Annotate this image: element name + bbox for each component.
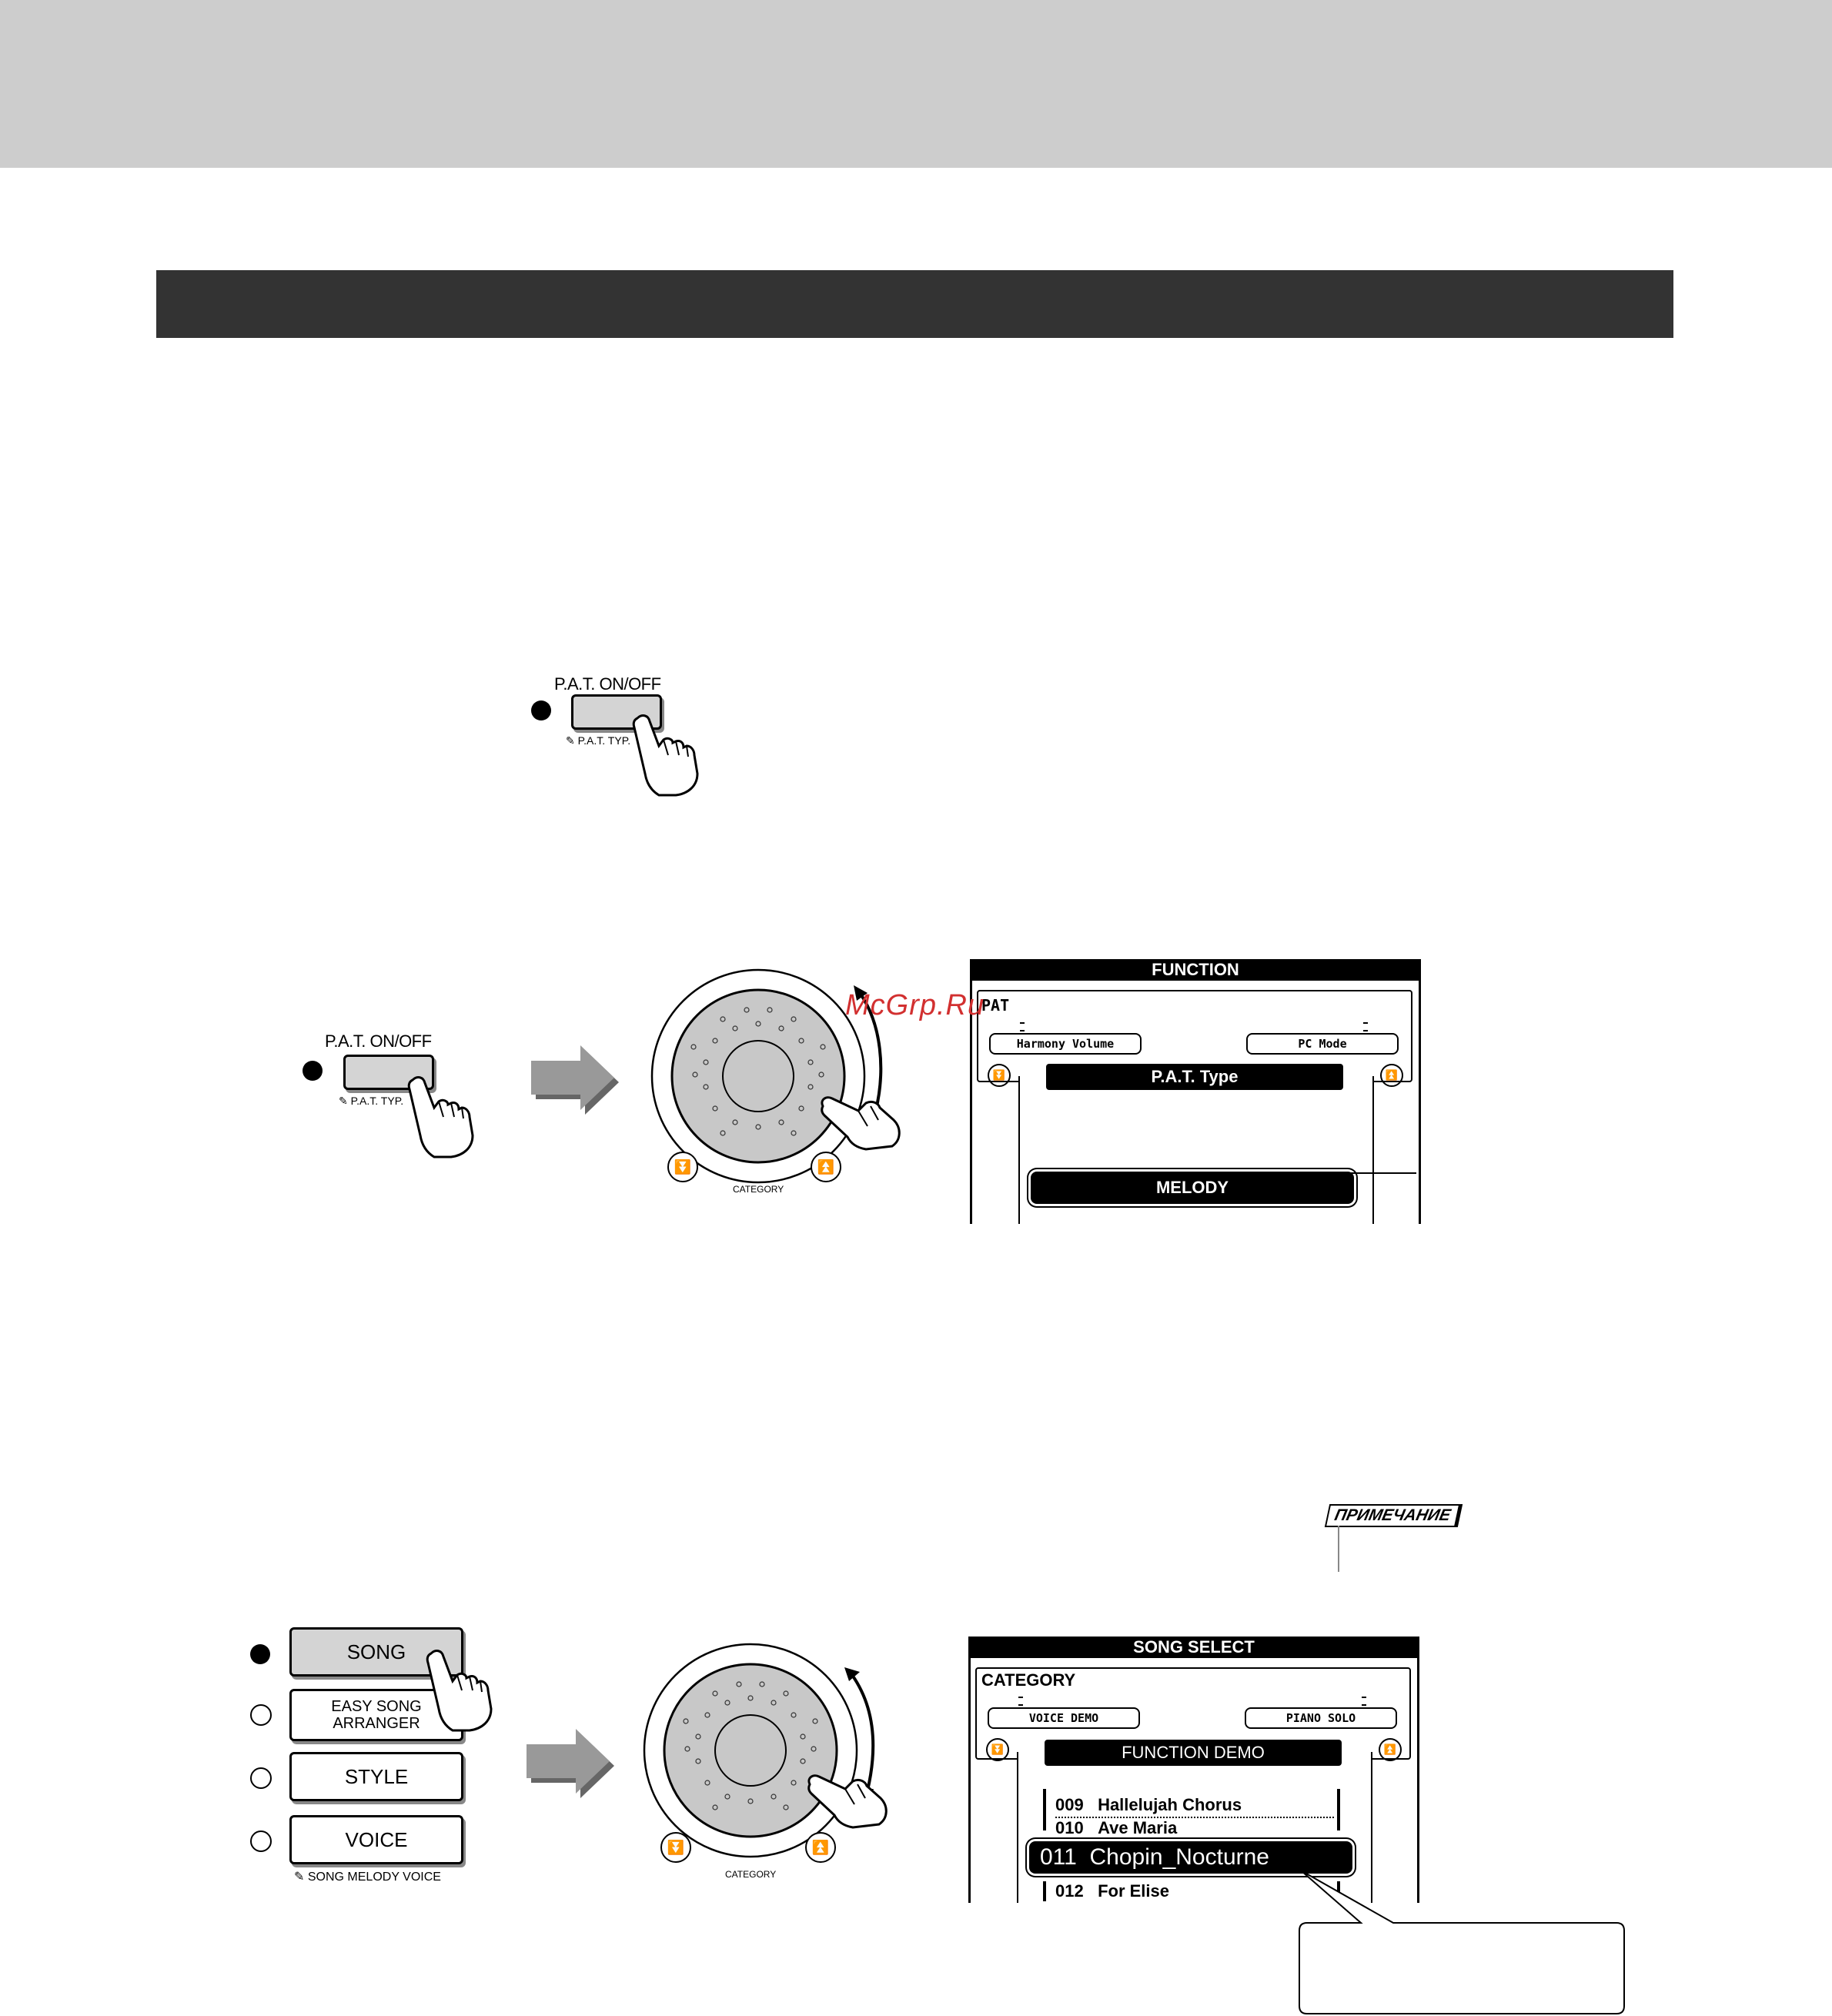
tab-marker-left xyxy=(1020,1022,1025,1031)
note-rule xyxy=(1338,1526,1339,1572)
pat-onoff-label: P.A.T. ON/OFF xyxy=(554,674,661,694)
pat-type-sublabel-2 xyxy=(339,1095,403,1108)
list-scroll-left-bottom xyxy=(1043,1881,1046,1901)
dial-up-button[interactable] xyxy=(811,1152,841,1182)
double-chevron-down-icon: ⏬ xyxy=(991,1744,1005,1755)
tab-marker-right xyxy=(1363,1022,1368,1031)
note-label xyxy=(1325,1504,1463,1527)
category-label: CATEGORY xyxy=(733,1184,784,1195)
category-label: CATEGORY xyxy=(725,1869,777,1880)
song-name: For Elise xyxy=(1098,1881,1169,1901)
song-led-indicator xyxy=(250,1644,270,1664)
song-row-010[interactable] xyxy=(1055,1818,1177,1838)
dial-up-button[interactable] xyxy=(805,1832,836,1863)
turning-hand-icon xyxy=(807,1767,891,1829)
easy-song-arranger-button[interactable]: EASY SONG ARRANGER xyxy=(289,1689,463,1741)
lcd-section-label: CATEGORY xyxy=(981,1670,1076,1690)
song-name: Chopin_Nocturne xyxy=(1089,1844,1269,1870)
lcd-section-label: PAT xyxy=(981,996,1010,1015)
lcd-header: FUNCTION xyxy=(972,959,1419,981)
voice-button[interactable]: VOICE xyxy=(289,1815,463,1864)
voice-sub-label xyxy=(294,1869,441,1884)
lcd-value-selected: MELODY xyxy=(1031,1172,1354,1204)
double-chevron-up-icon: ⏫ xyxy=(811,1840,830,1855)
pressing-hand-icon xyxy=(425,1647,494,1732)
double-chevron-down-icon: ⏬ xyxy=(674,1159,692,1175)
pressing-hand-icon xyxy=(406,1074,476,1158)
tab-marker-right xyxy=(1362,1697,1366,1706)
pat-led-indicator-2 xyxy=(303,1061,323,1081)
header-band xyxy=(0,0,1832,168)
pressing-hand-icon xyxy=(631,712,700,797)
double-chevron-up-icon: ⏫ xyxy=(1385,1069,1399,1081)
double-chevron-down-icon: ⏬ xyxy=(992,1069,1006,1081)
tab-marker-left xyxy=(1018,1697,1023,1706)
turning-hand-icon xyxy=(820,1089,904,1151)
song-row-009[interactable] xyxy=(1055,1795,1242,1815)
lcd-left-tab: VOICE DEMO xyxy=(988,1707,1140,1729)
song-row-012[interactable] xyxy=(1055,1881,1169,1901)
next-step-arrow-icon xyxy=(527,1729,619,1798)
dial-down-button[interactable] xyxy=(667,1152,698,1182)
song-number: 011 xyxy=(1040,1844,1077,1870)
pat-type-sublabel xyxy=(566,734,630,747)
style-led xyxy=(250,1767,272,1789)
lcd-item-title: P.A.T. Type xyxy=(1046,1064,1343,1090)
pen-icon: ✎ xyxy=(339,1095,348,1107)
style-button[interactable]: STYLE xyxy=(289,1752,463,1801)
callout-balloon xyxy=(1293,1869,1632,2016)
song-name: Hallelujah Chorus xyxy=(1098,1795,1242,1814)
double-chevron-down-icon: ⏬ xyxy=(667,1840,685,1855)
callout-line xyxy=(1321,1172,1416,1174)
list-scroll-right xyxy=(1337,1789,1340,1830)
lcd-left-arrow xyxy=(988,1064,1011,1087)
lcd-right-tab: PIANO SOLO xyxy=(1245,1707,1397,1729)
pat-type-text-2: P.A.T. TYP. xyxy=(350,1095,404,1107)
voice-led xyxy=(250,1830,272,1852)
dial-down-button[interactable] xyxy=(660,1832,691,1863)
lcd-header: SONG SELECT xyxy=(971,1637,1417,1658)
list-scroll-left xyxy=(1043,1789,1046,1830)
section-title-bar xyxy=(156,270,1673,338)
pat-led-indicator xyxy=(531,700,551,720)
next-step-arrow-icon xyxy=(531,1045,623,1115)
double-chevron-up-icon: ⏫ xyxy=(1383,1744,1397,1755)
note-label-text: ПРИМЕЧАНИЕ xyxy=(1332,1506,1453,1524)
song-number: 009 xyxy=(1055,1795,1084,1814)
pat-type-text: P.A.T. TYP. xyxy=(577,734,631,747)
lcd-screen-function xyxy=(970,959,1421,1224)
watermark-text: McGrp.Ru xyxy=(845,989,985,1021)
pat-onoff-label-2: P.A.T. ON/OFF xyxy=(325,1031,432,1051)
lcd-right-tab: PC Mode xyxy=(1246,1033,1399,1055)
lcd-left-arrow xyxy=(986,1738,1009,1761)
song-button[interactable]: SONG xyxy=(289,1627,463,1677)
figure-pat-button xyxy=(523,670,724,801)
double-chevron-up-icon: ⏫ xyxy=(817,1159,835,1175)
lcd-right-arrow xyxy=(1380,1064,1403,1087)
lcd-right-arrow xyxy=(1379,1738,1402,1761)
voice-sub-label-text: SONG MELODY VOICE xyxy=(307,1871,441,1884)
lcd-left-tab: Harmony Volume xyxy=(989,1033,1142,1055)
song-name: Ave Maria xyxy=(1098,1818,1178,1837)
pen-icon: ✎ xyxy=(566,734,575,747)
song-number: 012 xyxy=(1055,1881,1084,1901)
song-number: 010 xyxy=(1055,1818,1084,1837)
pen-icon: ✎ xyxy=(294,1871,305,1884)
figure-song-select xyxy=(246,1624,1632,2016)
easy-song-arranger-led xyxy=(250,1704,272,1726)
lcd-category-title: FUNCTION DEMO xyxy=(1045,1740,1342,1766)
lcd-screen-song-select xyxy=(968,1637,1419,1903)
